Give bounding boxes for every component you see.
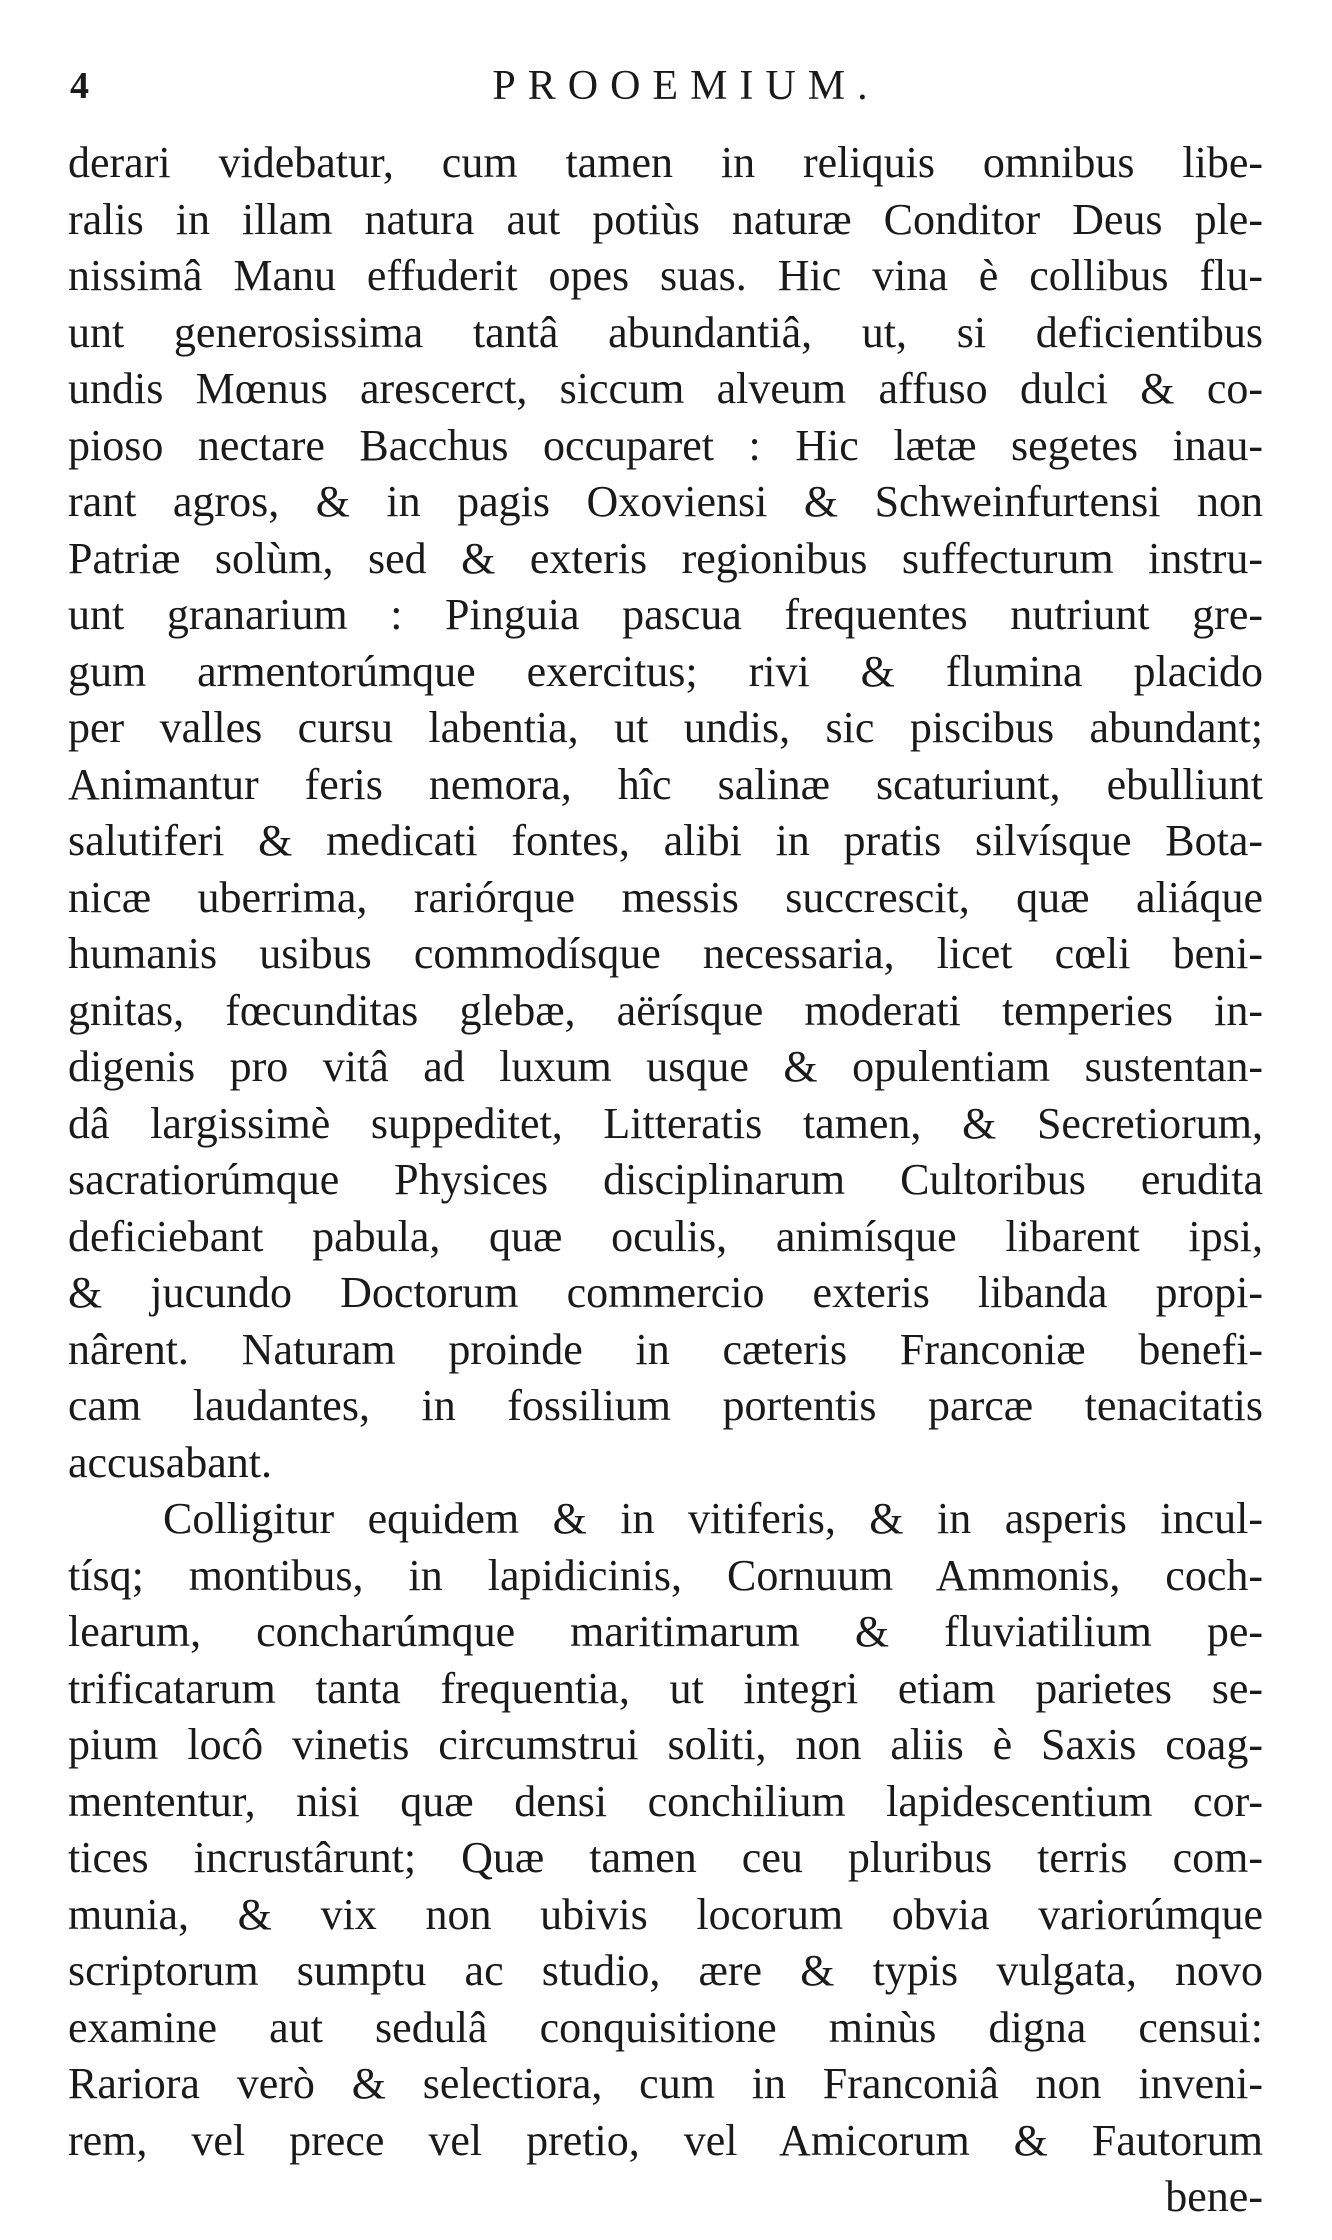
text-line: rem, vel prece vel pretio, vel Amicorum & Fautorum [68, 2115, 1263, 2165]
text-line: salutiferi & medicati fontes, alibi in pratis silvísque Bota- [68, 816, 1263, 865]
paragraph-2 [68, 1491, 1263, 2169]
text-line: tices incrustârunt; Quæ tamen ceu pluribus terris com- [68, 1833, 1263, 1882]
page-number: 4 [70, 65, 89, 107]
text-line: Animantur feris nemora, hîc salinæ scaturiunt, ebulliunt [68, 759, 1263, 809]
text-line: Patriæ solùm, sed & exteris regionibus suffecturum instru- [68, 533, 1263, 583]
paragraph-1 [68, 135, 1263, 1491]
text-line: Rariora verò & selectiora, cum in Franconiâ non inveni- [68, 2059, 1263, 2108]
text-line: sacratiorúmque Physices disciplinarum Cultoribus erudita [68, 1155, 1263, 1204]
text-line: accusabant. [68, 1437, 272, 1487]
text-line: undis Mœnus arescerct, siccum alveum affuso dulci & co- [68, 364, 1263, 413]
text-line: per valles cursu labentia, ut undis, sic piscibus abundant; [68, 703, 1263, 752]
page-header [70, 62, 1262, 122]
text-line: unt granarium : Pinguia pascua frequentes nutriunt gre- [68, 590, 1263, 639]
text-line: dâ largissimè suppeditet, Litteratis tamen, & Secretiorum, [68, 1098, 1263, 1148]
text-line: & jucundo Doctorum commercio exteris libanda propi- [68, 1268, 1263, 1317]
text-line: ralis in illam natura aut potiùs naturæ Conditor Deus ple- [68, 194, 1263, 244]
text-line: nicæ uberrima, rariórque messis succrescit, quæ aliáque [68, 872, 1263, 922]
text-line: pium locô vinetis circumstrui soliti, non aliis è Saxis coag- [68, 1720, 1263, 1769]
text-line: deficiebant pabula, quæ oculis, animísque libarent ipsi, [68, 1211, 1263, 1261]
catchword: bene- [1165, 2172, 1263, 2221]
text-line: nârent. Naturam proinde in cæteris Franconiæ benefi- [68, 1324, 1263, 1374]
text-line: unt generosissima tantâ abundantiâ, ut, si deficientibus [68, 307, 1263, 357]
text-line: trificatarum tanta frequentia, ut integri etiam parietes se- [68, 1663, 1263, 1713]
text-line: rant agros, & in pagis Oxoviensi & Schweinfurtensi non [68, 477, 1263, 526]
text-line: Colligitur equidem & in vitiferis, & in asperis incul- [163, 1494, 1263, 1543]
text-line: derari videbatur, cum tamen in reliquis omnibus libe- [68, 138, 1263, 187]
text-line: tísq; montibus, in lapidicinis, Cornuum Ammonis, coch- [68, 1550, 1263, 1600]
body-text [68, 135, 1263, 2226]
text-line: nissimâ Manu effuderit opes suas. Hic vina è collibus flu- [68, 251, 1263, 300]
text-line: munia, & vix non ubivis locorum obvia variorúmque [68, 1889, 1263, 1939]
running-head: PROOEMIUM. [492, 63, 880, 109]
text-line: gnitas, fœcunditas glebæ, aërísque moderati temperies in- [68, 985, 1263, 1035]
text-line: learum, concharúmque maritimarum & fluviatilium pe- [68, 1607, 1263, 1656]
text-line: examine aut sedulâ conquisitione minùs digna censui: [68, 2002, 1263, 2052]
text-line: humanis usibus commodísque necessaria, licet cœli beni- [68, 929, 1263, 978]
text-line: digenis pro vitâ ad luxum usque & opulentiam sustentan- [68, 1042, 1263, 1091]
text-line: cam laudantes, in fossilium portentis parcæ tenacitatis [68, 1381, 1263, 1430]
text-line: gum armentorúmque exercitus; rivi & flumina placido [68, 646, 1263, 696]
text-line: mententur, nisi quæ densi conchilium lapidescentium cor- [68, 1776, 1263, 1826]
text-line: pioso nectare Bacchus occuparet : Hic lætæ segetes inau- [68, 420, 1263, 470]
text-line: scriptorum sumptu ac studio, ære & typis vulgata, novo [68, 1946, 1263, 1995]
